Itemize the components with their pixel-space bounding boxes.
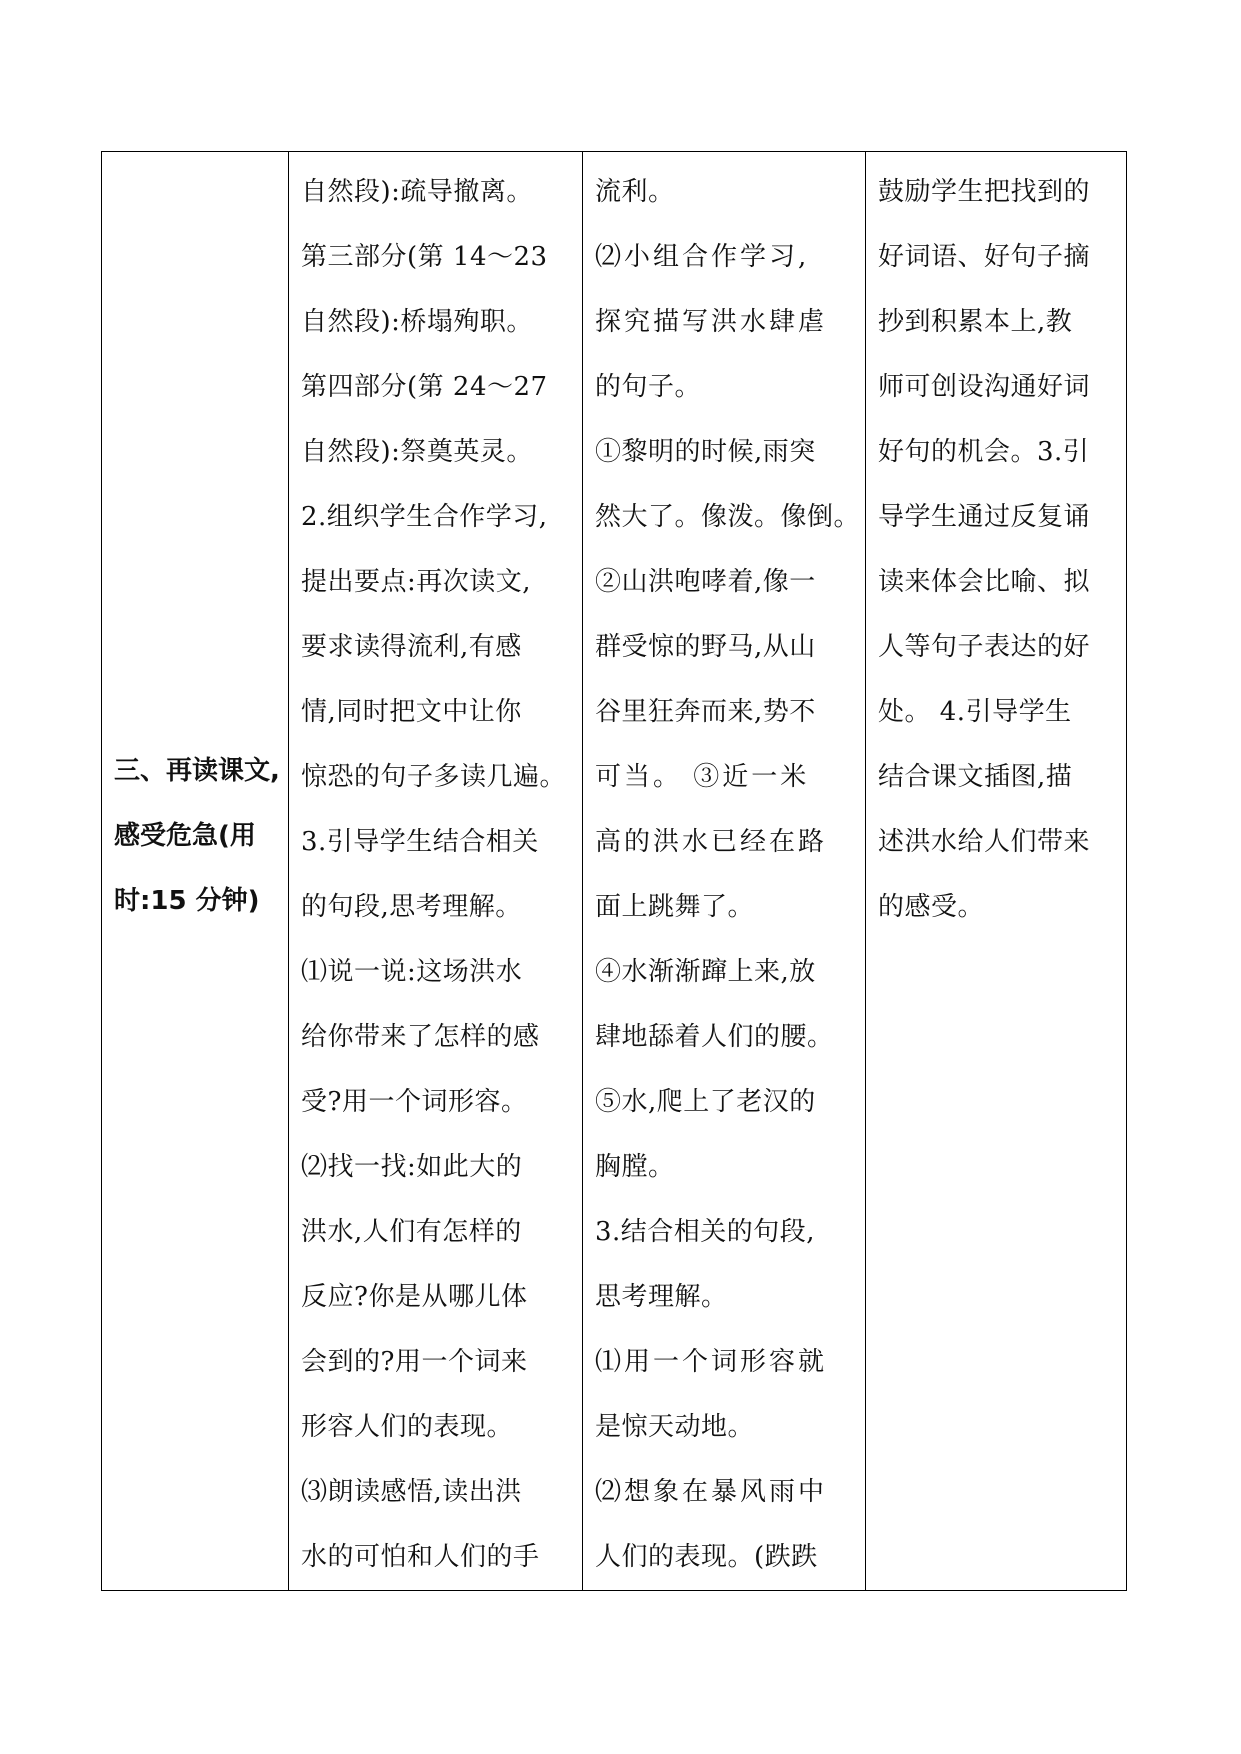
teacher-activity-line: 给你带来了怎样的感 [301,1022,540,1052]
teacher-activity-cell [289,152,583,1591]
teacher-activity-line: 自然段):疏导撤离。 [301,177,533,207]
teacher-activity-line: 要求读得流利,有感 [301,632,522,662]
design-intent-cell [866,152,1127,1591]
teacher-activity-line: 形容人们的表现。 [301,1412,514,1442]
student-activity-line: ⑵想象在暴风雨中 [595,1477,828,1507]
stage-title [102,739,288,934]
student-activity-line: 然大了。像泼。像倒。 [595,502,861,532]
teacher-activity-line: 惊恐的句子多读几遍。 [301,762,567,792]
student-activity-line: 群受惊的野马,从山 [595,632,816,662]
stage-title-line: 三、再读课文, [114,755,280,786]
stage-title-line: 时:15 分钟) [114,885,260,916]
student-activity-line: 面上跳舞了。 [595,892,755,922]
student-activity-line: 胸膛。 [595,1152,675,1182]
student-activity-line: ④水渐渐蹿上来,放 [595,957,816,987]
student-activity-line: ②山洪咆哮着,像一 [595,567,816,597]
design-intent-line: 读来体会比喻、拟 [878,567,1091,597]
teacher-activity-line: 自然段):桥塌殉职。 [301,307,533,337]
teacher-activity-line: 自然段):祭奠英灵。 [301,437,533,467]
student-activity-line: 谷里狂奔而来,势不 [595,697,816,727]
design-intent-line: 处。 4.引导学生 [878,697,1072,727]
teacher-activity-line: 第三部分(第 14～23 [301,242,548,272]
teacher-activity-line: 洪水,人们有怎样的 [301,1217,522,1247]
student-activity-cell [583,152,866,1591]
student-activity-text [583,152,865,1590]
design-intent-line: 好句的机会。3.引 [878,437,1090,467]
teacher-activity-line: 会到的?用一个词来 [301,1347,528,1377]
student-activity-line: 的句子。 [595,372,702,402]
teacher-activity-line: 3.引导学生结合相关 [301,827,539,857]
stage-cell [102,152,289,1591]
student-activity-line: 肆地舔着人们的腰。 [595,1022,834,1052]
student-activity-line: 高的洪水已经在路 [595,827,828,857]
teacher-activity-line: 提出要点:再次读文, [301,567,532,597]
teacher-activity-line: ⑶朗读感悟,读出洪 [301,1477,522,1507]
lesson-plan-table [101,151,1127,1591]
teacher-activity-line: 反应?你是从哪儿体 [301,1282,528,1312]
table-row [102,152,1127,1591]
teacher-activity-text [289,152,582,1590]
student-activity-line: 可当。 ③近一米 [595,762,810,792]
design-intent-line: 导学生通过反复诵 [878,502,1091,532]
student-activity-line: 是惊天动地。 [595,1412,755,1442]
design-intent-line: 好词语、好句子摘 [878,242,1091,272]
teacher-activity-line: 第四部分(第 24～27 [301,372,548,402]
teacher-activity-line: 水的可怕和人们的手 [301,1542,540,1572]
teacher-activity-line: 情,同时把文中让你 [301,697,522,727]
teacher-activity-line: 受?用一个词形容。 [301,1087,528,1117]
design-intent-text [866,152,1126,940]
student-activity-line: 思考理解。 [595,1282,728,1312]
design-intent-line: 抄到积累本上,教 [878,307,1073,337]
student-activity-line: 流利。 [595,177,675,207]
design-intent-line: 的感受。 [878,892,985,922]
student-activity-line: ⑴用一个词形容就 [595,1347,828,1377]
teacher-activity-line: ⑴说一说:这场洪水 [301,957,523,987]
student-activity-line: 人们的表现。(跌跌 [595,1542,818,1572]
teacher-activity-line: 的句段,思考理解。 [301,892,522,922]
design-intent-line: 人等句子表达的好 [878,632,1091,662]
teacher-activity-line: ⑵找一找:如此大的 [301,1152,523,1182]
design-intent-line: 鼓励学生把找到的 [878,177,1091,207]
student-activity-line: 3.结合相关的句段, [595,1217,816,1247]
student-activity-line: ⑤水,爬上了老汉的 [595,1087,816,1117]
design-intent-line: 述洪水给人们带来 [878,827,1091,857]
design-intent-line: 师可创设沟通好词 [878,372,1091,402]
stage-title-line: 感受危急(用 [114,820,256,851]
teacher-activity-line: 2.组织学生合作学习, [301,502,548,532]
student-activity-line: 探究描写洪水肆虐 [595,307,828,337]
student-activity-line: ⑵小组合作学习, [595,242,810,272]
student-activity-line: ①黎明的时候,雨突 [595,437,816,467]
design-intent-line: 结合课文插图,描 [878,762,1073,792]
